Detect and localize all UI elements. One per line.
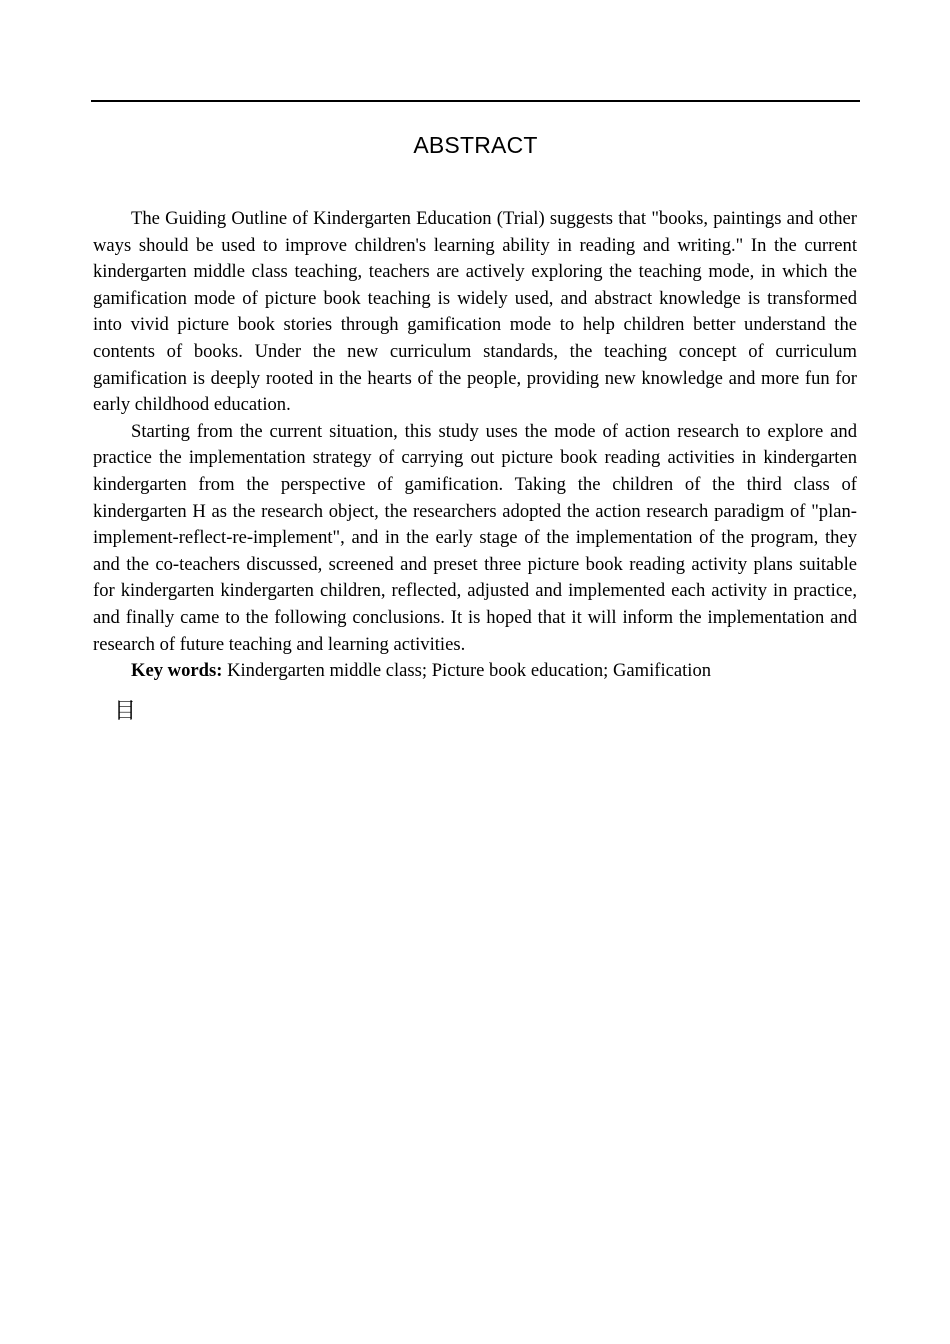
header-rule	[91, 100, 860, 102]
abstract-paragraph-2: Starting from the current situation, this study uses the mode of action research to explore and practice the implementation strategy of carrying out picture book reading activities in kindergarten kindergarten from the perspective of gamification. Taking the children of the third class of kindergarten H as the research object, the researchers adopted the action research paradigm of "plan-implement-reflect-re-implement", and in the early stage of the implementation of the program, they and the co-teachers discussed, screened and preset three picture book reading activity plans suitable for kindergarten kindergarten children, reflected, adjusted and implemented each activity in practice, and finally came to the following conclusions. It is hoped that it will inform the implementation and research of future teaching and learning activities.	[93, 420, 857, 655]
toc-heading-glyph: 目	[114, 699, 137, 724]
keywords-label: Key words:	[131, 660, 223, 682]
abstract-paragraph-1: The Guiding Outline of Kindergarten Education (Trial) suggests that "books, paintings and other ways should be used to improve children's learning ability in reading and writing." In the current kindergarten middle class teaching, teachers are actively exploring the teaching mode, in which the gamification mode of picture book teaching is widely used, and abstract knowledge is transformed into vivid picture book stories through gamification mode to help children better understand the contents of books. Under the new curriculum standards, the teaching concept of curriculum gamification is deeply rooted in the hearts of the people, providing new knowledge and more fun for early childhood education.	[93, 208, 857, 416]
keywords-text: Kindergarten middle class; Picture book education; Gamification	[222, 660, 712, 682]
abstract-title: ABSTRACT	[413, 132, 538, 158]
abstract-body	[93, 206, 857, 685]
keywords-line	[93, 658, 857, 685]
